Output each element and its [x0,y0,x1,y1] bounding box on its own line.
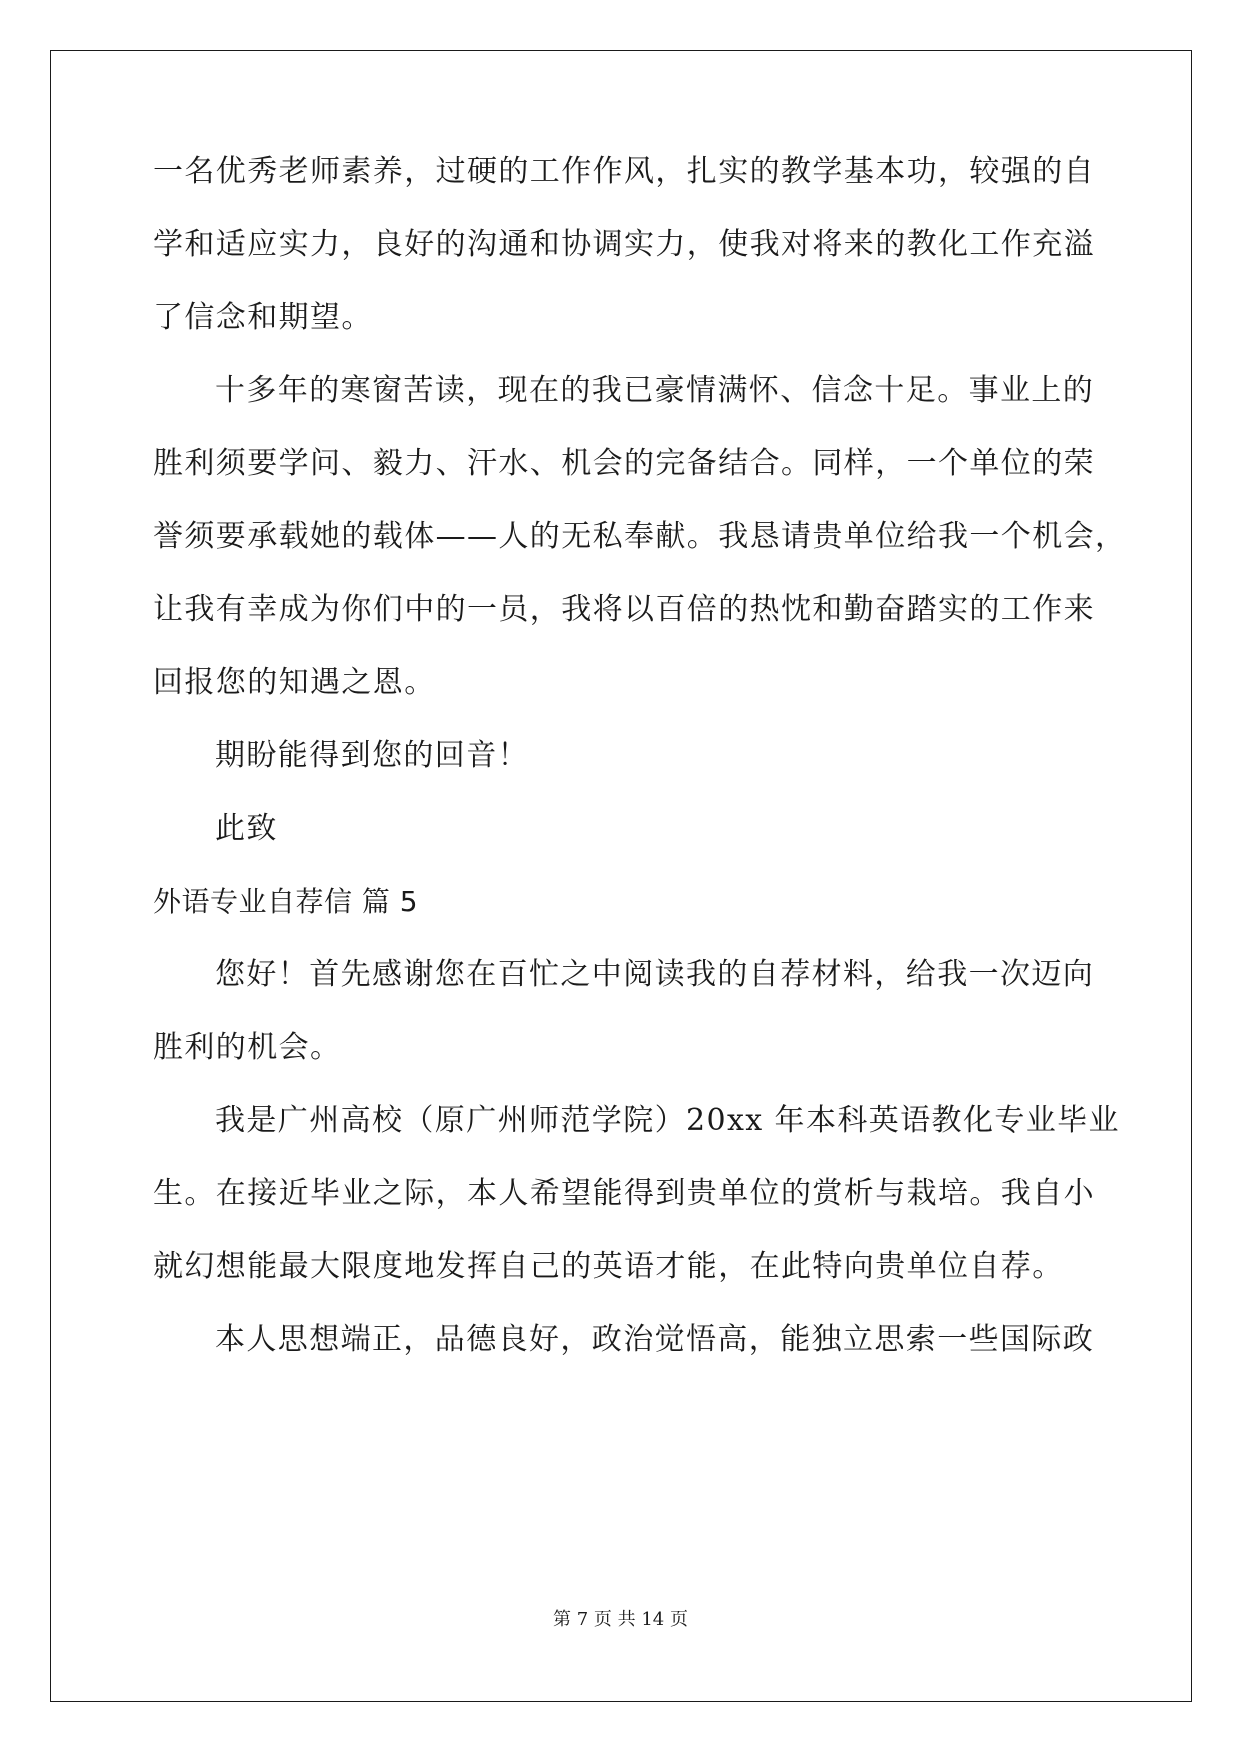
text-line-16: 就幻想能最大限度地发挥自己的英语才能，在此特向贵单位自荐。 [153,1249,1064,1284]
text-line-4: 十多年的寒窗苦读，现在的我已豪情满怀、信念十足。事业上的 [215,373,1095,408]
text-line-3: 了信念和期望。 [153,300,373,335]
text-line-2: 学和适应实力，良好的沟通和协调实力，使我对将来的教化工作充溢 [153,227,1095,262]
text-line-1: 一名优秀老师素养，过硬的工作作风，扎实的教学基本功，较强的自 [153,154,1095,189]
text-line-7: 让我有幸成为你们中的一员，我将以百倍的热忱和勤奋踏实的工作来 [153,592,1095,627]
page-footer: 第 7 页 共 14 页 [553,1609,688,1630]
text-line-13: 胜利的机会。 [153,1030,342,1065]
text-line-15: 生。在接近毕业之际，本人希望能得到贵单位的赏析与栽培。我自小 [153,1176,1095,1211]
text-line-12: 您好！首先感谢您在百忙之中阅读我的自荐材料，给我一次迈向 [215,957,1095,992]
text-line-5: 胜利须要学问、毅力、汗水、机会的完备结合。同样，一个单位的荣 [153,446,1095,481]
salutation: 此致 [215,811,278,846]
text-line-8: 回报您的知遇之恩。 [153,665,436,700]
text-line-17: 本人思想端正，品德良好，政治觉悟高，能独立思索一些国际政 [215,1322,1095,1357]
section-heading: 外语专业自荐信 篇 5 [153,885,419,918]
text-line-14: 我是广州高校（原广州师范学院）20xx 年本科英语教化专业毕业 [215,1103,1120,1138]
closing-wish: 期盼能得到您的回音！ [215,738,529,773]
text-line-6: 誉须要承载她的载体——人的无私奉献。我恳请贵单位给我一个机会， [153,519,1127,554]
